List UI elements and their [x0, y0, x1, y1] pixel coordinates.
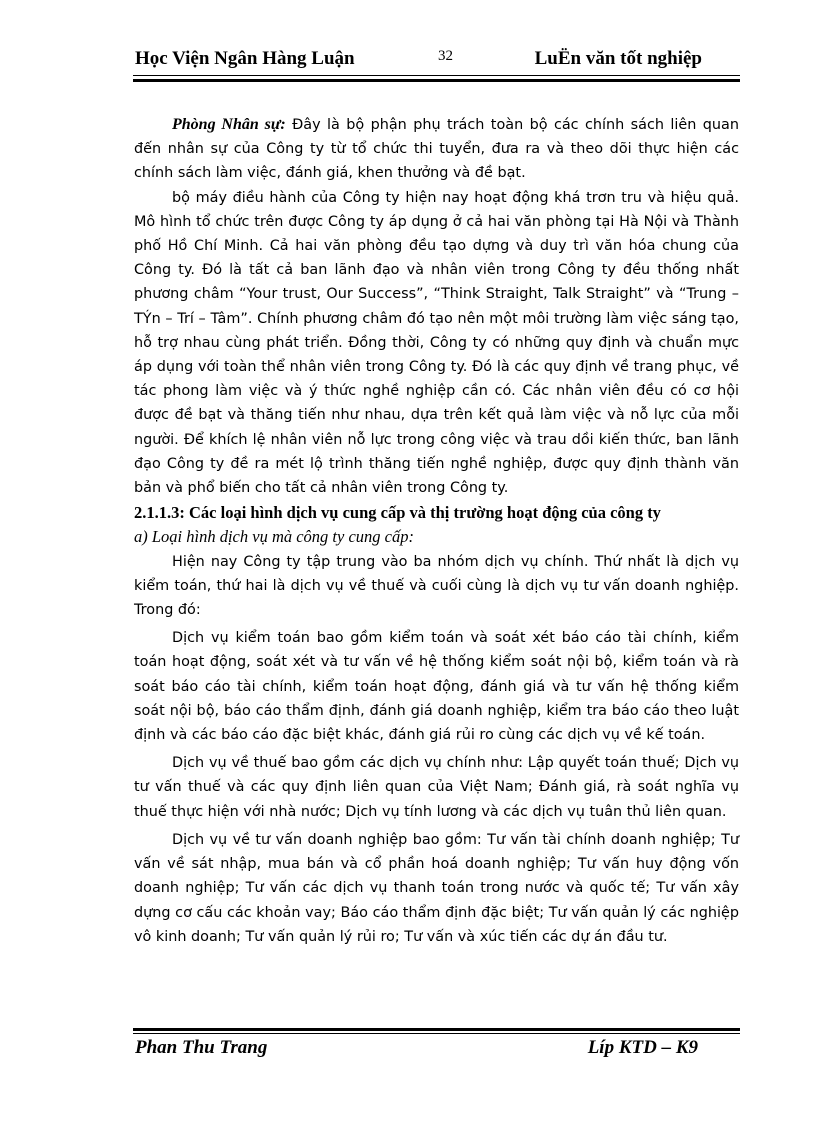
section-heading: 2.1.1.3: Các loại hình dịch vụ cung cấp và thị trường hoạt động của công ty: [134, 503, 661, 523]
paragraph-tax-services: Dịch vụ về thuế bao gồm các dịch vụ chính như: Lập quyết toán thuế; Dịch vụ tư vấn thuế và các quy định liên quan của Việt Nam; Đánh giá, rà soát nghĩa vụ thuế thực hiện với nhà nước; Dịch vụ tính lương và các dịch vụ tuân thủ liên quan.: [134, 755, 739, 820]
page-header: [133, 46, 740, 72]
page-number: 32: [438, 48, 453, 64]
page-footer: [133, 1037, 740, 1063]
paragraph-management: bộ máy điều hành của Công ty hiện nay hoạt động khá trơn tru và hiệu quả. Mô hình tổ chức trên được Công ty áp dụng ở cả hai văn phòng tại Hà Nội và Thành phố Hồ Chí Minh. Cả hai văn phòng đều tạo dựng và duy trì văn hóa chung của Công ty. Đó là tất cả ban lãnh đạo và nhân viên trong Công ty đều thống nhất phương châm “Your trust, Our Success”, “Think Straight, Talk Straight” và “Trung – TÝn – Trí – Tâm”. Chính phương châm đó tạo nên một môi trường làm việc sáng tạo, hỗ trợ nhau cùng phát triển. Đồng thời, Công ty có những quy định và chuẩn mực áp dụng với toàn thể nhân viên trong Công ty. Đó là các quy định về trang phục, về tác phong làm việc và ý thức nghề nghiệp cần có. Các nhân viên đều có cơ hội được đề bạt và thăng tiến như nhau, dựa trên kết quả làm việc và nỗ lực của mỗi người. Để khích lệ nhân viên nỗ lực trong công việc và trau dồi kiến thức, ban lãnh đạo Công ty đề ra mét lộ trình thăng tiến nghề nghiệp, được quy định thành văn bản và phổ biến cho tất cả nhân viên trong Công ty.: [134, 189, 739, 497]
document-body: [134, 113, 739, 949]
header-right-title: LuËn văn tốt nghiệp: [534, 48, 702, 69]
paragraph-lead: Phòng Nhân sự:: [172, 116, 286, 133]
footer-divider-thick: [133, 1028, 740, 1031]
paragraph-advisory-services: Dịch vụ về tư vấn doanh nghiệp bao gồm: Tư vấn tài chính doanh nghiệp; Tư vấn về sát nhập, mua bán và cổ phần hoá doanh nghiệp; Tư vấn huy động vốn doanh nghiệp; Tư vấn các dịch vụ thanh toán trong nước và quốc tế; Tư vấn xây dựng cơ cấu các khoản vay; Báo cáo thẩm định đặc biệt; Tư vấn quản lý các nghiệp vô kinh doanh; Tư vấn quản lý rủi ro; Tư vấn và xúc tiến các dự án đầu tư.: [134, 831, 739, 945]
paragraph-personnel: [134, 113, 739, 186]
header-divider-thin: [133, 75, 740, 76]
header-left-title: Học Viện Ngân Hàng Luận: [135, 48, 355, 69]
footer-divider-thin: [133, 1033, 740, 1034]
footer-author: Phan Thu Trang: [135, 1037, 268, 1058]
subsection-heading: a) Loại hình dịch vụ mà công ty cung cấp:: [134, 527, 414, 547]
paragraph-services-intro: Hiện nay Công ty tập trung vào ba nhóm dịch vụ chính. Thứ nhất là dịch vụ kiểm toán, thứ hai là dịch vụ về thuế và cuối cùng là dịch vụ tư vấn doanh nghiệp. Trong đó:: [134, 553, 739, 619]
paragraph-audit-services: Dịch vụ kiểm toán bao gồm kiểm toán và soát xét báo cáo tài chính, kiểm toán hoạt động, soát xét và tư vấn về hệ thống kiểm soát nội bộ, kiểm toán và rà soát báo cáo tài chính, kiểm toán hoạt động, đánh giá và tư vấn hệ thống kiểm soát nội bộ, báo cáo thẩm định, đánh giá doanh nghiệp, kiểm tra báo cáo theo luật định và các báo cáo đặc biệt khác, đánh giá rủi ro cùng các dịch vụ về kế toán.: [134, 630, 739, 744]
paragraph-text: Đây là bộ phận phụ trách toàn bộ các chính sách liên quan đến nhân sự của Công ty từ tổ chức thi tuyển, đưa ra và theo dõi thực hiện các chính sách làm việc, đánh giá, khen thưởng và đề bạt.: [134, 117, 739, 182]
header-divider-thick: [133, 79, 740, 82]
footer-class: Líp KTD – K9: [587, 1037, 698, 1058]
